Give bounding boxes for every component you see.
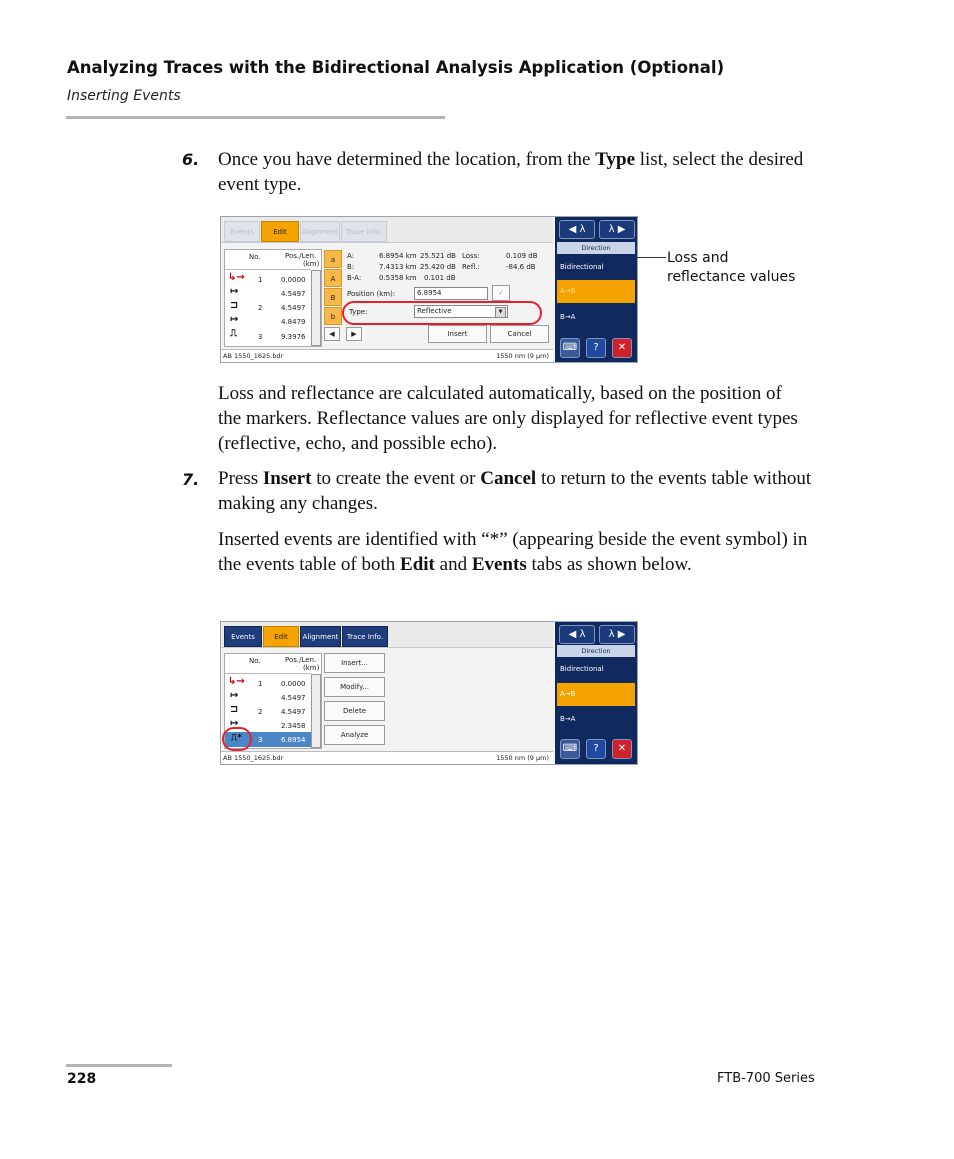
marker-a-label: A:	[347, 252, 355, 260]
row-pos: 9.3976	[281, 333, 306, 341]
previous-wavelength-button[interactable]: ◀ λ	[559, 625, 595, 644]
direction-b-to-a[interactable]: B→A	[560, 313, 576, 321]
col-pos-header: Pos./Len.	[285, 252, 317, 260]
row-pos: 4.5497	[281, 708, 306, 716]
loss-value: 0.109 dB	[506, 252, 538, 260]
chevron-down-icon[interactable]: ▼	[495, 307, 506, 318]
step-number-7: 7.	[182, 470, 200, 489]
tab-edit[interactable]: Edit	[263, 626, 299, 647]
marker-A-button[interactable]: A	[324, 269, 342, 287]
row-pos: 4.5497	[281, 304, 306, 312]
step-7-pre: Press	[218, 468, 263, 489]
direction-panel	[555, 622, 637, 764]
page-number: 228	[67, 1071, 97, 1087]
type-highlight-circle	[342, 301, 542, 325]
marker-a-db: 25.521 dB	[420, 252, 456, 260]
step-7-text	[218, 466, 818, 516]
col-pos-header: Pos./Len.	[285, 656, 317, 664]
inserted-post: tabs as shown below.	[526, 554, 692, 575]
row-no: 1	[258, 276, 263, 284]
row-no: 2	[258, 304, 263, 312]
direction-panel	[555, 217, 637, 362]
page-section-title: Analyzing Traces with the Bidirectional Analysis Application (Optional)	[67, 58, 725, 77]
row-pos: 0.0000	[281, 680, 306, 688]
product-series: FTB-700 Series	[717, 1071, 815, 1086]
screenshot-edit-insert-event	[220, 216, 638, 363]
reflectance-label: Refl.:	[462, 263, 480, 271]
direction-a-to-b[interactable]: A→B	[557, 683, 635, 706]
previous-wavelength-button[interactable]: ◀ λ	[559, 220, 595, 239]
type-select-value: Reflective	[417, 307, 452, 315]
callout-leader-line	[636, 257, 666, 258]
row-pos: 4.5497	[281, 694, 306, 702]
row-pos: 2.3458	[281, 722, 306, 730]
position-label: Position (km):	[347, 290, 396, 298]
screenshot-edit-events-table	[220, 621, 638, 765]
row-pos: 4.5497	[281, 290, 306, 298]
next-wavelength-button[interactable]: λ ▶	[599, 220, 635, 239]
header-divider	[66, 116, 445, 119]
inserted-events-term: Events	[471, 554, 527, 575]
close-icon[interactable]: ✕	[612, 739, 632, 759]
tab-alignment[interactable]: Alignment	[300, 626, 341, 647]
direction-bidirectional[interactable]: Bidirectional	[560, 263, 604, 271]
step-7-cancel-term: Cancel	[480, 468, 537, 489]
step-7-mid: to create the event or	[311, 468, 481, 489]
header-separator	[225, 673, 311, 674]
nonreflective-event-icon: ⊐	[230, 704, 239, 715]
table-scrollbar[interactable]	[311, 674, 321, 748]
status-bar	[221, 751, 553, 764]
close-icon[interactable]: ✕	[612, 338, 632, 358]
step-6-type-term: Type	[595, 149, 635, 170]
footer-divider	[66, 1064, 172, 1067]
span-icon: ↦	[230, 286, 239, 297]
tab-bar	[221, 217, 553, 243]
help-icon[interactable]: ?	[586, 338, 606, 358]
step-6-text	[218, 147, 818, 197]
inserted-pre: Inserted events are identified with “*” (appearing beside the event symbol) in the events table of both	[218, 529, 808, 575]
step-7-insert-term: Insert	[262, 468, 312, 489]
previous-arrow-button[interactable]: ◀	[324, 327, 340, 341]
direction-bidirectional[interactable]: Bidirectional	[560, 665, 604, 673]
page-subsection-title: Inserting Events	[67, 88, 181, 104]
status-bar	[221, 349, 553, 362]
marker-b-button[interactable]: b	[324, 307, 342, 325]
step-6-text-pre: Once you have determined the location, from the	[218, 149, 596, 170]
inserted-edit-term: Edit	[400, 554, 435, 575]
events-table	[224, 249, 322, 347]
callout-line-2: reflectance values	[667, 269, 796, 285]
row-no: 3	[258, 333, 263, 341]
inserted-events-paragraph	[218, 527, 808, 577]
position-input[interactable]: 6.8954	[414, 287, 488, 300]
direction-b-to-a[interactable]: B→A	[560, 715, 576, 723]
row-no: 3	[258, 736, 263, 744]
insert-button[interactable]: Insert...	[324, 653, 385, 673]
reflective-inserted-event-icon: ⎍*	[231, 733, 243, 743]
span-icon: ↦	[230, 718, 239, 729]
help-icon[interactable]: ?	[586, 739, 606, 759]
tab-trace-info[interactable]: Trace Info.	[341, 221, 387, 242]
col-km-header: (km)	[303, 664, 320, 672]
next-arrow-button[interactable]: ▶	[346, 327, 362, 341]
analyze-button[interactable]: Analyze	[324, 725, 385, 745]
marker-b-db: 25.420 dB	[420, 263, 456, 271]
inserted-symbol-highlight-circle	[222, 727, 252, 751]
status-wavelength: 1550 nm (9 µm)	[496, 352, 549, 360]
direction-header: Direction	[557, 645, 635, 657]
ba-label: B-A:	[347, 274, 362, 282]
launch-event-icon: ↳→	[228, 676, 245, 687]
row-no: 2	[258, 708, 263, 716]
apply-position-button[interactable]: ✓	[492, 285, 510, 301]
tab-trace-info[interactable]: Trace Info.	[342, 626, 388, 647]
ba-db: 0.101 dB	[424, 274, 456, 282]
row-pos: 4.8479	[281, 318, 306, 326]
col-km-header: (km)	[303, 260, 320, 268]
ba-distance: 0.5358 km	[379, 274, 417, 282]
header-separator	[225, 269, 311, 270]
tab-events[interactable]: Events	[224, 626, 262, 647]
direction-header: Direction	[557, 242, 635, 254]
tab-bar	[221, 622, 553, 648]
keyboard-icon[interactable]: ⌨	[560, 739, 580, 759]
callout-loss-reflectance	[667, 249, 795, 287]
table-scrollbar[interactable]	[311, 270, 321, 346]
marker-b-label: B:	[347, 263, 355, 271]
status-filename: AB 1550_1625.bdr	[223, 352, 284, 360]
step-number-6: 6.	[182, 150, 200, 169]
next-wavelength-button[interactable]: λ ▶	[599, 625, 635, 644]
marker-a-button[interactable]: a	[324, 250, 342, 268]
loss-label: Loss:	[462, 252, 480, 260]
nonreflective-event-icon: ⊐	[230, 300, 239, 311]
col-no-header: No.	[249, 253, 261, 261]
marker-a-position: 6.8954 km	[379, 252, 417, 260]
tab-events[interactable]: Events	[224, 221, 260, 242]
launch-event-icon: ↳→	[228, 272, 245, 283]
row-pos: 6.8954	[281, 736, 306, 744]
modify-button[interactable]: Modify...	[324, 677, 385, 697]
type-label: Type:	[349, 308, 368, 316]
insert-button[interactable]: Insert	[428, 325, 487, 343]
span-icon: ↦	[230, 690, 239, 701]
reflective-event-icon: ⎍	[230, 328, 237, 339]
row-no: 1	[258, 680, 263, 688]
inserted-mid: and	[434, 554, 472, 575]
span-icon: ↦	[230, 314, 239, 325]
keyboard-icon[interactable]: ⌨	[560, 338, 580, 358]
loss-reflectance-paragraph: Loss and reflectance are calculated automatically, based on the position of the markers. Reflectance values are only displayed for reflective event types (reflective, echo, and possible echo).	[218, 383, 798, 454]
col-no-header: No.	[249, 657, 261, 665]
callout-line-1: Loss and	[667, 250, 729, 266]
direction-a-to-b[interactable]: A→B	[557, 280, 635, 303]
status-wavelength: 1550 nm (9 µm)	[496, 754, 549, 762]
cancel-button[interactable]: Cancel	[490, 325, 549, 343]
status-filename: AB 1550_1625.bdr	[223, 754, 284, 762]
row-pos: 0.0000	[281, 276, 306, 284]
step-6-text-post: list, select the desired event type.	[218, 149, 804, 195]
tab-alignment[interactable]: Alignment	[300, 221, 340, 242]
reflectance-value: -84.6 dB	[506, 263, 536, 271]
marker-B-button[interactable]: B	[324, 288, 342, 306]
tab-edit[interactable]: Edit	[261, 221, 299, 242]
marker-b-position: 7.4313 km	[379, 263, 417, 271]
delete-button[interactable]: Delete	[324, 701, 385, 721]
step-7-post: to return to the events table without making any changes.	[218, 468, 812, 514]
